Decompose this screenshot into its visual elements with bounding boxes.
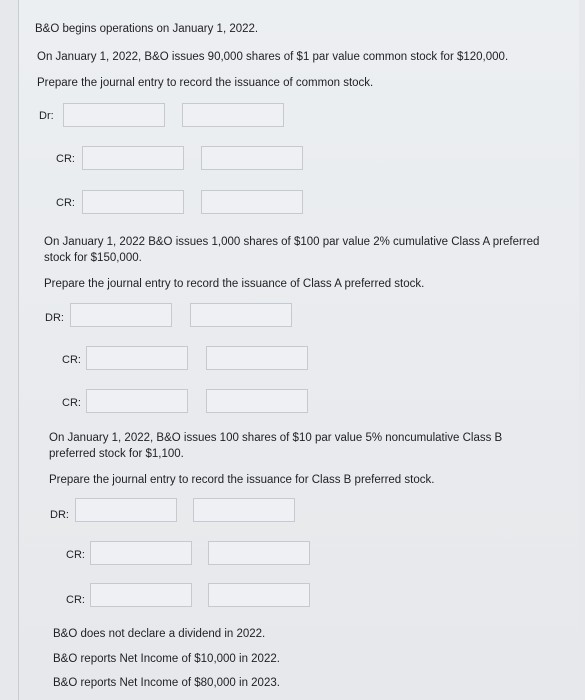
entry2-cr1-amount-input[interactable] <box>206 346 308 370</box>
entry1-cr2-amount-input[interactable] <box>201 190 303 214</box>
entry2-dr-label: DR: <box>45 312 64 324</box>
intro-line-2: On January 1, 2022, B&O issues 90,000 shares of $1 par value common stock for $120,000. <box>37 51 509 63</box>
entry3-cr2-account-input[interactable] <box>90 583 192 607</box>
intro-line-1: B&O begins operations on January 1, 2022. <box>35 23 259 35</box>
entry2-dr-account-input[interactable] <box>70 303 172 327</box>
entry1-cr2-account-input[interactable] <box>82 190 184 214</box>
entry3-dr-account-input[interactable] <box>75 498 177 522</box>
classA-prompt: Prepare the journal entry to record the issuance of Class A preferred stock. <box>44 278 425 290</box>
entry1-cr2-label: CR: <box>56 197 75 209</box>
entry1-dr-amount-input[interactable] <box>182 103 284 127</box>
entry3-cr2-label: CR: <box>66 594 85 606</box>
entry3-cr2-amount-input[interactable] <box>208 583 310 607</box>
entry3-cr1-label: CR: <box>66 549 85 561</box>
entry2-cr2-label: CR: <box>62 397 81 409</box>
entry2-cr2-amount-input[interactable] <box>206 389 308 413</box>
entry1-dr-account-input[interactable] <box>63 103 165 127</box>
footer-line-3: B&O reports Net Income of $80,000 in 2023. <box>53 677 280 689</box>
entry3-cr1-account-input[interactable] <box>90 541 192 565</box>
footer-line-1: B&O does not declare a dividend in 2022. <box>53 628 266 640</box>
classB-prompt: Prepare the journal entry to record the issuance for Class B preferred stock. <box>49 474 435 486</box>
entry1-dr-label: Dr: <box>39 110 54 122</box>
entry1-cr1-amount-input[interactable] <box>201 146 303 170</box>
entry1-cr1-label: CR: <box>56 153 75 165</box>
entry1-cr1-account-input[interactable] <box>82 146 184 170</box>
intro-line-3: Prepare the journal entry to record the issuance of common stock. <box>37 77 374 89</box>
entry3-cr1-amount-input[interactable] <box>208 541 310 565</box>
footer-line-2: B&O reports Net Income of $10,000 in 2022. <box>53 653 280 665</box>
classB-description: On January 1, 2022, B&O issues 100 shares of $10 par value 5% noncumulative Class B preferred stock for $1,100. <box>49 432 503 460</box>
entry3-dr-amount-input[interactable] <box>193 498 295 522</box>
classA-description: On January 1, 2022 B&O issues 1,000 shares of $100 par value 2% cumulative Class A preferred stock for $150,000. <box>44 236 540 264</box>
entry2-cr1-account-input[interactable] <box>86 346 188 370</box>
entry2-cr2-account-input[interactable] <box>86 389 188 413</box>
entry2-cr1-label: CR: <box>62 354 81 366</box>
entry2-dr-amount-input[interactable] <box>190 303 292 327</box>
entry3-dr-label: DR: <box>50 509 69 521</box>
worksheet-page <box>18 0 579 700</box>
